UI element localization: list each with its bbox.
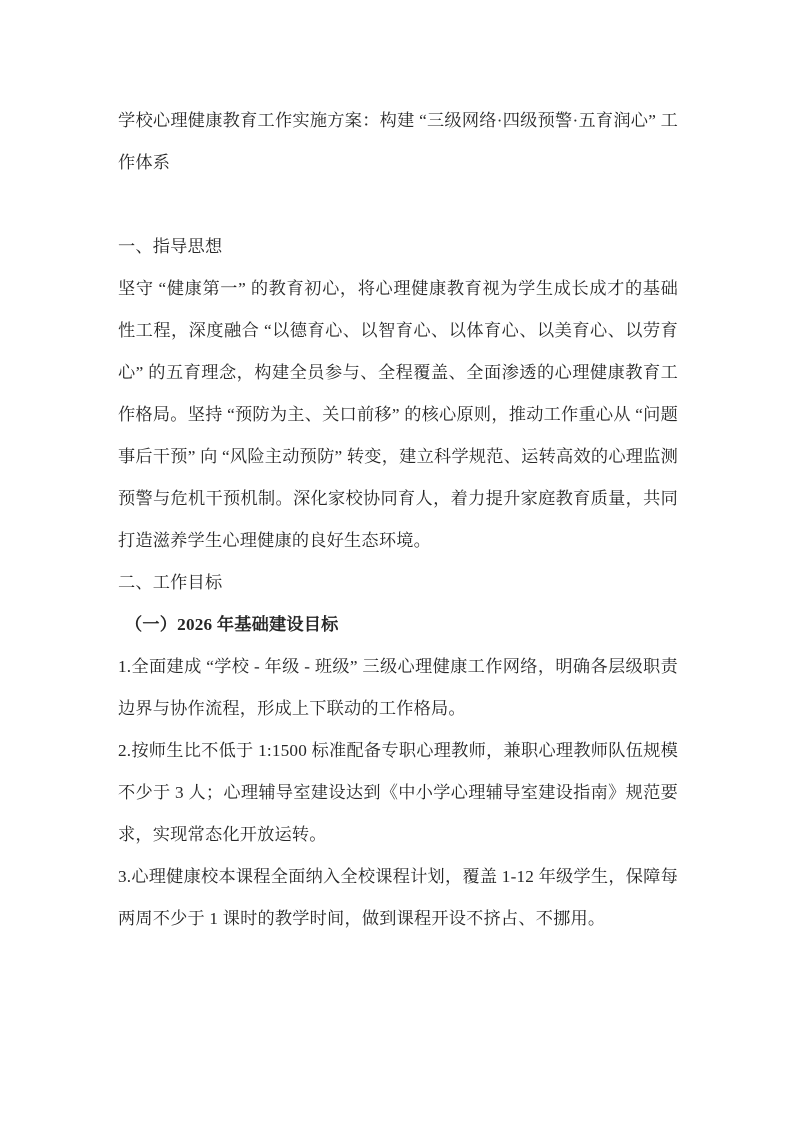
list-item-3: 3.心理健康校本课程全面纳入全校课程计划，覆盖 1-12 年级学生，保障每两周不少于 1 课时的教学时间，做到课程开设不挤占、不挪用。 <box>118 867 678 928</box>
section-heading-work-objectives: 二、工作目标 <box>118 573 223 592</box>
subsection-heading-2026-targets: （一）2026 年基础建设目标 <box>125 615 339 634</box>
section-heading-guiding-ideology: 一、指导思想 <box>118 237 223 256</box>
paragraph-guiding-ideology: 坚守 “健康第一” 的教育初心，将心理健康教育视为学生成长成才的基础性工程，深度融合 “以德育心、以智育心、以体育心、以美育心、以劳育心” 的五育理念，构建全员参与、全程覆盖、全面渗透的心理健康教育工作格局。坚持 “预防为主、关口前移” 的核心原则，推动工作重心从 “问题事后干预” 向 “风险主动预防” 转变，建立科学规范、运转高效的心理监测预警与危机干预机制。深化家校协同育人，着力提升家庭教育质量，共同打造滋养学生心理健康的良好生态环境。 <box>118 279 678 550</box>
list-item-1: 1.全面建成 “学校 - 年级 - 班级” 三级心理健康工作网络，明确各层级职责边界与协作流程，形成上下联动的工作格局。 <box>118 657 678 718</box>
document-body <box>118 100 678 940</box>
title-section-spacer <box>118 184 678 226</box>
page-title: 学校心理健康教育工作实施方案：构建 “三级网络·四级预警·五育润心” 工作体系 <box>118 111 678 172</box>
list-item-2: 2.按师生比不低于 1:1500 标准配备专职心理教师，兼职心理教师队伍规模不少于 3 人；心理辅导室建设达到《中小学心理辅导室建设指南》规范要求，实现常态化开放运转。 <box>118 741 678 844</box>
